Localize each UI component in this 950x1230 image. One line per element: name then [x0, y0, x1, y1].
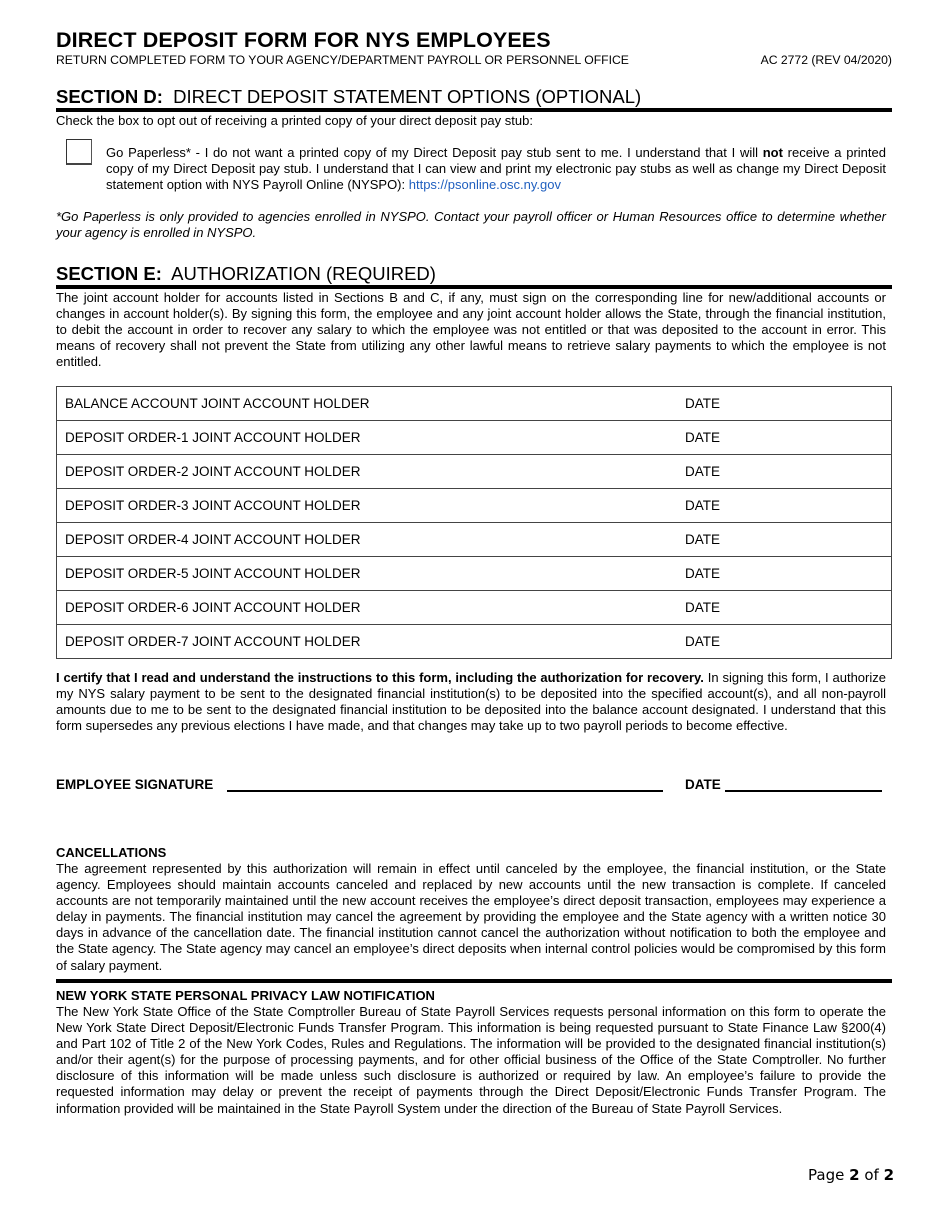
total-pages: 2: [883, 1166, 894, 1184]
go-paperless-bold-not: not: [762, 145, 783, 160]
go-paperless-checkbox[interactable]: [66, 139, 92, 165]
joint-holder-date-label: DATE: [685, 396, 721, 411]
joint-holder-label: DEPOSIT ORDER-6 JOINT ACCOUNT HOLDER: [65, 600, 361, 615]
joint-holder-row-order-3[interactable]: [57, 489, 891, 523]
signature-date-label: DATE: [685, 777, 721, 792]
section-d-title: DIRECT DEPOSIT STATEMENT OPTIONS (OPTIONAL): [173, 86, 642, 107]
joint-holder-label: DEPOSIT ORDER-3 JOINT ACCOUNT HOLDER: [65, 498, 361, 513]
joint-holder-label: DEPOSIT ORDER-5 JOINT ACCOUNT HOLDER: [65, 566, 361, 581]
joint-holder-table: [56, 386, 892, 659]
employee-signature-line[interactable]: [227, 790, 663, 792]
joint-holder-date-label: DATE: [685, 532, 721, 547]
signature-date-line[interactable]: [725, 790, 882, 792]
section-e-rule: [56, 285, 892, 289]
section-d-rule: [56, 108, 892, 112]
certification-text: [56, 670, 886, 734]
certification-rest: In signing this form, I authorize my NYS salary payment to be sent to the designated financial institution(s) to be deposited into the specified account(s), and all non-payroll amounts due to me to be sent to the designated financial institution to be deposited into the balance account designated. I understand that this form supersedes any previous elections I have made, and that changes may take up to two payroll periods to become effective.: [56, 670, 886, 734]
of-word: of: [859, 1166, 884, 1184]
joint-holder-row-order-1[interactable]: [57, 421, 891, 455]
joint-holder-row-order-2[interactable]: [57, 455, 891, 489]
joint-holder-date-label: DATE: [685, 430, 721, 445]
page-word: Page: [808, 1166, 850, 1184]
employee-signature-label: EMPLOYEE SIGNATURE: [56, 777, 214, 792]
joint-holder-date-label: DATE: [685, 566, 721, 581]
joint-holder-date-label: DATE: [685, 498, 721, 513]
current-page: 2: [849, 1166, 860, 1184]
cancellations-heading: CANCELLATIONS: [56, 845, 167, 860]
section-d-instruction: Check the box to opt out of receiving a printed copy of your direct deposit pay stub:: [56, 113, 533, 128]
form-subtitle-row: [56, 53, 892, 67]
joint-holder-label: DEPOSIT ORDER-4 JOINT ACCOUNT HOLDER: [65, 532, 361, 547]
form-id: AC 2772 (REV 04/2020): [760, 53, 892, 67]
joint-holder-row-balance[interactable]: [57, 387, 891, 421]
return-instruction: RETURN COMPLETED FORM TO YOUR AGENCY/DEPARTMENT PAYROLL OR PERSONNEL OFFICE: [56, 53, 629, 67]
joint-holder-date-label: DATE: [685, 634, 721, 649]
joint-holder-row-order-5[interactable]: [57, 557, 891, 591]
cancellations-text: The agreement represented by this authorization will remain in effect until canceled by the employee, the financial institution, or the State agency. Employees should maintain accounts canceled and replaced by new accounts until the new transaction is complete. If canceled accounts are not temporarily maintained until the new account receives the employee’s direct deposit transaction, employees may experience a delay in payments. The financial institution may cancel the agreement by providing the employee and the State agency with a written notice 30 days in advance of the cancellation date. The financial institution cannot cancel the authorization without notification to both the employee and the State agency. The State agency may cancel an employee’s direct deposits when internal control policies would be compromised by this form of salary payment.: [56, 861, 886, 973]
privacy-heading: NEW YORK STATE PERSONAL PRIVACY LAW NOTIFICATION: [56, 988, 435, 1003]
section-e-title: AUTHORIZATION (REQUIRED): [171, 263, 436, 284]
section-d-label: SECTION D:: [56, 86, 163, 107]
privacy-text: The New York State Office of the State Comptroller Bureau of State Payroll Services requests personal information on this form to operate the New York State Direct Deposit/Electronic Funds Transfer Program. This information is being requested pursuant to State Finance Law §200(4) and Part 102 of Title 2 of the New York Codes, Rules and Regulations. The information will be provided to the designated financial institution(s) and/or their agent(s) for the purpose of processing payments, and for other official business of the Office of the State Comptroller. No further disclosure of this information will be made unless such disclosure is authorized or required by law. An employee’s failure to provide the requested information may delay or prevent the receipt of payments through the Direct Deposit/Electronic Funds Transfer Program. The information provided will be maintained in the State Payroll System under the direction of the Bureau of State Payroll Services.: [56, 1004, 886, 1116]
section-e-heading: [56, 263, 892, 285]
privacy-rule: [56, 979, 892, 983]
go-paperless-text-end: receive a printed copy of my Direct Deposit pay stub. I understand that I can view and print my electronic pay stubs as well as change my Direct Deposit statement option with NYS Payroll Online (NYSPO):: [106, 145, 886, 193]
joint-holder-date-label: DATE: [685, 464, 721, 479]
joint-holder-label: DEPOSIT ORDER-1 JOINT ACCOUNT HOLDER: [65, 430, 361, 445]
joint-holder-label: DEPOSIT ORDER-2 JOINT ACCOUNT HOLDER: [65, 464, 361, 479]
section-e-label: SECTION E:: [56, 263, 162, 284]
section-d-heading: [56, 86, 892, 108]
joint-holder-date-label: DATE: [685, 600, 721, 615]
form-title: DIRECT DEPOSIT FORM FOR NYS EMPLOYEES: [56, 28, 551, 52]
go-paperless-footnote: *Go Paperless is only provided to agencies enrolled in NYSPO. Contact your payroll officer or Human Resources office to determine whether your agency is enrolled in NYSPO.: [56, 209, 886, 241]
joint-holder-label: DEPOSIT ORDER-7 JOINT ACCOUNT HOLDER: [65, 634, 361, 649]
joint-holder-row-order-4[interactable]: [57, 523, 891, 557]
joint-holder-row-order-6[interactable]: [57, 591, 891, 625]
go-paperless-text: [106, 145, 886, 193]
certification-bold: I certify that I read and understand the instructions to this form, including the authorization for recovery.: [56, 670, 704, 685]
go-paperless-text-start: Go Paperless* - I do not want a printed copy of my Direct Deposit pay stub sent to me. I understand that I will: [106, 145, 763, 160]
page-number: [808, 1166, 894, 1184]
nyspo-link[interactable]: https://psonline.osc.ny.gov: [408, 177, 561, 193]
section-e-intro: The joint account holder for accounts listed in Sections B and C, if any, must sign on the corresponding line for new/additional accounts or changes in account holder(s). By signing this form, the employee and any joint account holder allows the State, through the financial institution, to debit the account in order to recover any salary to which the employee was not entitled or that was deposited to the account in error. This means of recovery shall not prevent the State from utilizing any other lawful means to retrieve salary payments to which the employee is not entitled.: [56, 290, 886, 370]
joint-holder-label: BALANCE ACCOUNT JOINT ACCOUNT HOLDER: [65, 396, 370, 411]
joint-holder-row-order-7[interactable]: [57, 625, 891, 659]
